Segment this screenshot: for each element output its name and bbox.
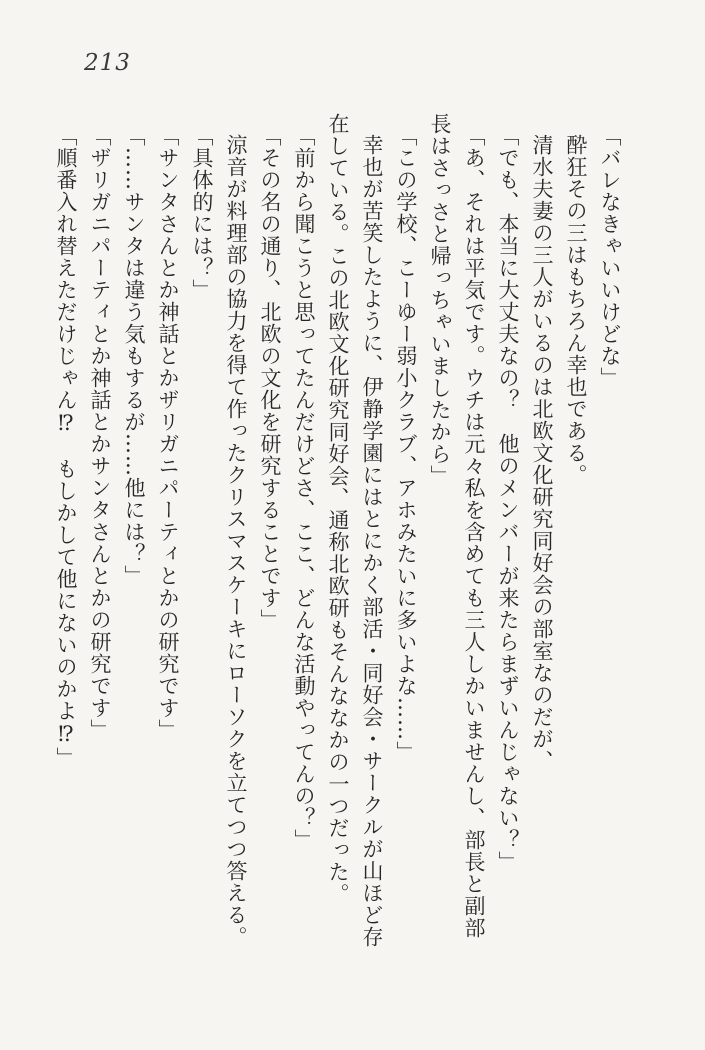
- body-text-block: [45, 113, 627, 951]
- paragraph: 「ザリガニパーティとか神話とかサンタさんとかの研究です」: [88, 124, 112, 741]
- paragraph: 「その名の通り、北欧の文化を研究することです」: [258, 124, 282, 631]
- paragraph: 「バレなきゃいいけどな」: [598, 124, 622, 389]
- paragraph: 「でも、本当に大丈夫なの？ 他のメンバーが来たらまずいんじゃない？」: [496, 124, 520, 873]
- paragraph: 「この学校、こーゆー弱小クラブ、アホみたいに多いよな……」: [394, 124, 418, 763]
- paragraph: 酔狂その三はもちろん幸也である。: [564, 134, 588, 486]
- paragraph: 清水夫妻の三人がいるのは北欧文化研究同好会の部室なのだが、: [530, 134, 554, 772]
- paragraph: 涼音が料理部の協力を得て作ったクリスマスケーキにローソクを立てつつ答える。: [224, 134, 248, 948]
- page-number: 213: [84, 50, 131, 76]
- paragraph: 「サンタさんとか神話とかザリガニパーティとかの研究です」: [156, 124, 180, 741]
- paragraph: 「……サンタは違う気もするが……他には？」: [122, 124, 146, 587]
- paragraph: 「あ、それは平気です。ウチは元々私を含めても三人しかいませんし、部長と副部長はさっさと帰っちゃいましたから」: [428, 113, 486, 939]
- paragraph: 「順番入れ替えただけじゃん⁉ もしかして他にないのかよ⁉」: [54, 124, 78, 769]
- paragraph: 「前から聞こうと思ってたんだけどさ、ここ、どんな活動やってんの？」: [292, 124, 316, 851]
- paragraph: 幸也が苦笑したように、伊静学園にはとにかく部活・同好会・サークルが山ほど存在している。この北欧文化研究同好会、通称北欧研もそんななかの一つだった。: [326, 113, 384, 948]
- paragraph: 「具体的には？」: [190, 124, 214, 301]
